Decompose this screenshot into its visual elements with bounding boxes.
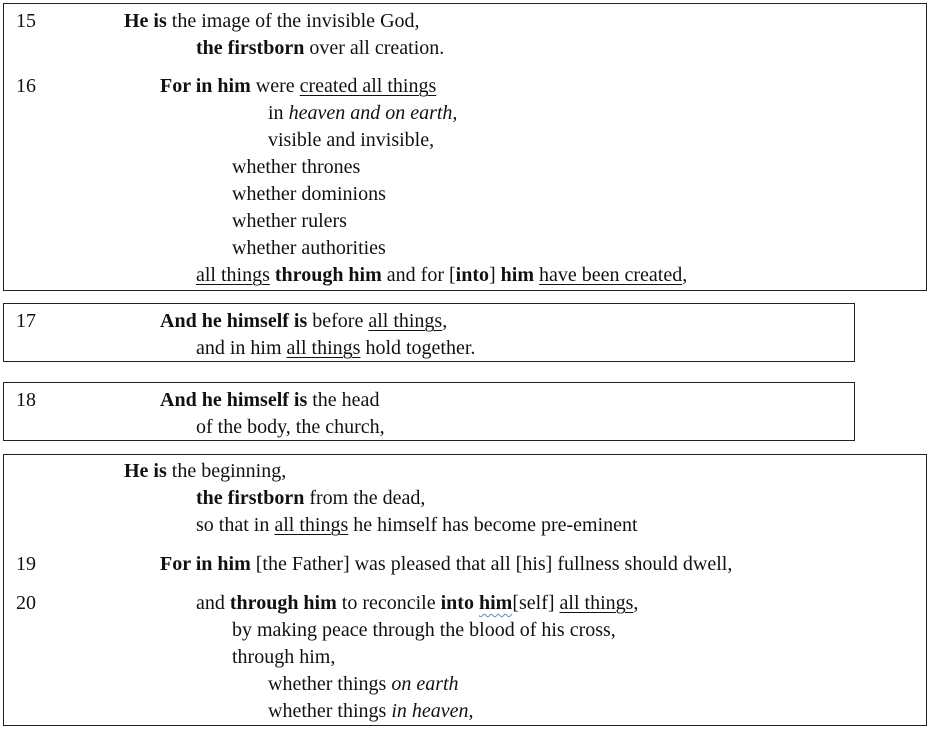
line-thrones: whether thrones xyxy=(232,156,361,178)
verse-number-16: 16 xyxy=(16,75,36,97)
line-rulers: whether rulers xyxy=(232,210,347,232)
verse-block-15-16 xyxy=(3,3,927,291)
line-body-church: of the body, the church, xyxy=(196,416,385,438)
line-visible-invisible: visible and invisible, xyxy=(268,129,435,151)
verse-number-17: 17 xyxy=(16,310,36,332)
line-dominions: whether dominions xyxy=(232,183,386,205)
verse-block-18 xyxy=(3,382,855,441)
line-for-in-him-created: For in him were created all things xyxy=(160,75,437,97)
line-heaven-earth: in heaven and on earth, xyxy=(268,102,458,124)
line-making-peace: by making peace through the blood of his cross, xyxy=(232,619,616,641)
line-before-all-things: And he himself is before all things, xyxy=(160,310,448,332)
line-on-earth: whether things on earth xyxy=(268,673,459,695)
line-all-things-created: all things through him and for [into] him have been created, xyxy=(196,264,688,286)
verse-number-15: 15 xyxy=(16,10,36,32)
line-the-beginning: He is the beginning, xyxy=(124,460,287,482)
line-through-him: through him, xyxy=(232,646,336,668)
line-the-head: And he himself is the head xyxy=(160,389,380,411)
verse-number-18: 18 xyxy=(16,389,36,411)
verse-number-20: 20 xyxy=(16,592,36,614)
verse-block-17 xyxy=(3,303,855,362)
verse-block-18b-20 xyxy=(3,454,927,726)
line-authorities: whether authorities xyxy=(232,237,386,259)
line-fullness-dwell: For in him [the Father] was pleased that all [his] fullness should dwell, xyxy=(160,553,733,575)
line-hold-together: and in him all things hold together. xyxy=(196,337,476,359)
verse-number-19: 19 xyxy=(16,553,36,575)
line-he-is-image: He is the image of the invisible God, xyxy=(124,10,420,32)
line-firstborn-dead: the firstborn from the dead, xyxy=(196,487,426,509)
line-firstborn-creation: the firstborn over all creation. xyxy=(196,37,445,59)
line-pre-eminent: so that in all things he himself has become pre-eminent xyxy=(196,514,638,536)
line-reconcile: and through him to reconcile into him[self] all things, xyxy=(196,592,639,614)
line-in-heaven: whether things in heaven, xyxy=(268,700,474,722)
